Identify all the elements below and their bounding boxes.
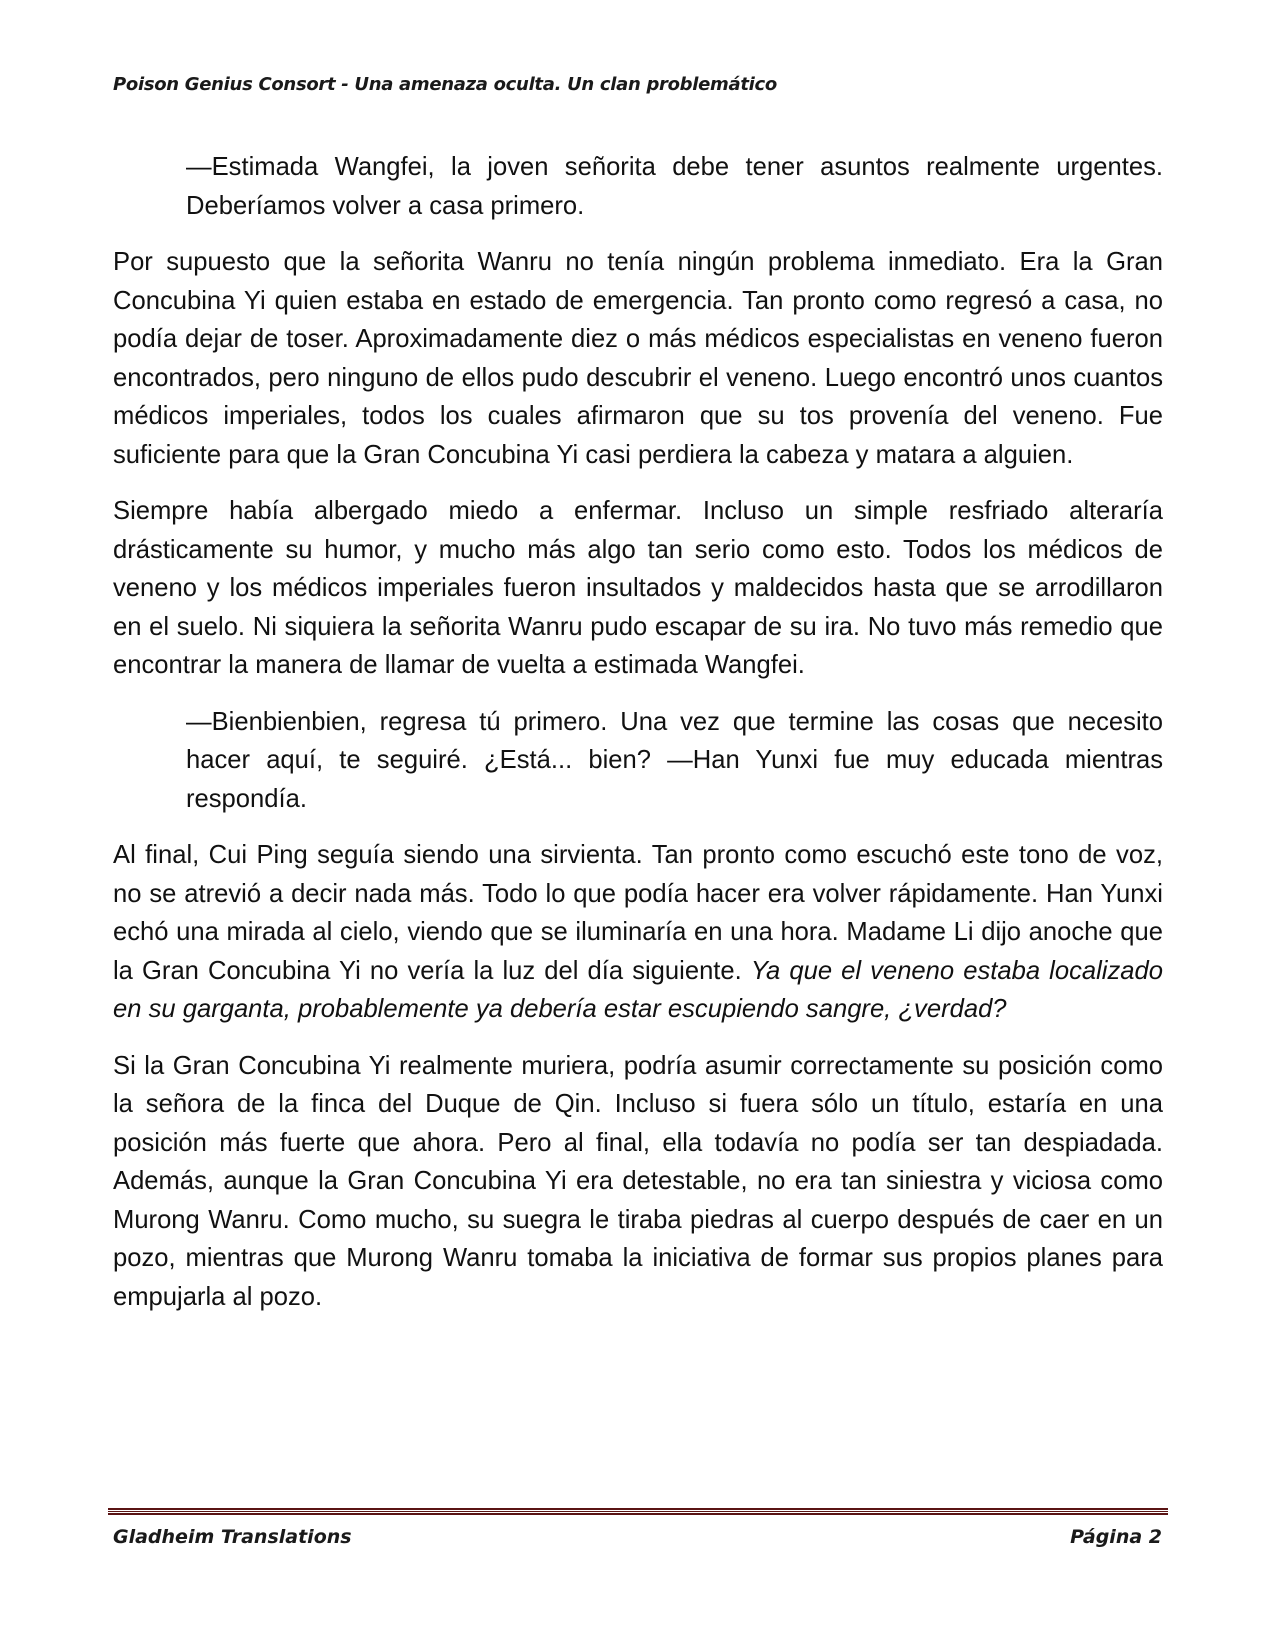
paragraph-dialogue-1: —Estimada Wangfei, la joven señorita debe tener asuntos realmente urgentes. Deberíamos volver a casa primero.	[186, 153, 1163, 220]
footer-rule-middle-line	[108, 1511, 1168, 1512]
paragraph-6: Si la Gran Concubina Yi realmente muriera, podría asumir correctamente su posición como la señora de la finca del Duque de Qin. Incluso si fuera sólo un título, estaría en una posición más fuerte que ahora. Pero al final, ella todavía no podía ser tan despiadada. Además, aunque la Gran Concubina Yi era detestable, no era tan siniestra y viciosa como Murong Wanru. Como mucho, su suegra le tiraba piedras al cuerpo después de caer en un pozo, mientras que Murong Wanru tomaba la iniciativa de formar sus propios planes para empujarla al pozo.	[113, 1051, 1163, 1311]
paragraph-5-text: Al final, Cui Ping seguía siendo una sirvienta. Tan pronto como escuchó este tono de voz, no se atrevió a decir nada más. Todo lo que podía hacer era volver rápidamente. Han Yunxi echó una mirada al cielo, viendo que se iluminaría en una hora. Madame Li dijo anoche que la Gran Concubina Yi no vería la luz del día siguiente.	[113, 841, 1163, 985]
paragraph-2: Por supuesto que la señorita Wanru no tenía ningún problema inmediato. Era la Gran Concubina Yi quien estaba en estado de emergencia. Tan pronto como regresó a casa, no podía dejar de toser. Aproximadamente diez o más médicos especialistas en veneno fueron encontrados, pero ninguno de ellos pudo descubrir el veneno. Luego encontró unos cuantos médicos imperiales, todos los cuales afirmaron que su tos provenía del veneno. Fue suficiente para que la Gran Concubina Yi casi perdiera la cabeza y matara a alguien.	[113, 248, 1163, 469]
footer-translator: Gladheim Translations	[113, 1526, 352, 1548]
paragraph-3: Siempre había albergado miedo a enfermar. Incluso un simple resfriado alteraría drásticamente su humor, y mucho más algo tan serio como esto. Todos los médicos de veneno y los médicos imperiales fueron insultados y maldecidos hasta que se arrodillaron en el suelo. Ni siquiera la señorita Wanru pudo escapar de su ira. No tuvo más remedio que encontrar la manera de llamar de vuelta a estimada Wangfei.	[113, 497, 1163, 679]
footer-page-number: Página 2	[1070, 1526, 1162, 1548]
paragraph-5-thought: Ya que el veneno estaba localizado en su garganta, probablemente ya debería estar escupiendo sangre, ¿verdad?	[113, 956, 1163, 1023]
paragraph-dialogue-2: —Bienbienbien, regresa tú primero. Una vez que termine las cosas que necesito hacer aquí, te seguiré. ¿Está... bien? —Han Yunxi fue muy educada mientras respondía.	[186, 707, 1163, 813]
page-header-title: Poison Genius Consort - Una amenaza oculta. Un clan problemático	[113, 74, 777, 95]
paragraph-5	[113, 836, 1163, 1029]
body-text	[113, 148, 1163, 1334]
